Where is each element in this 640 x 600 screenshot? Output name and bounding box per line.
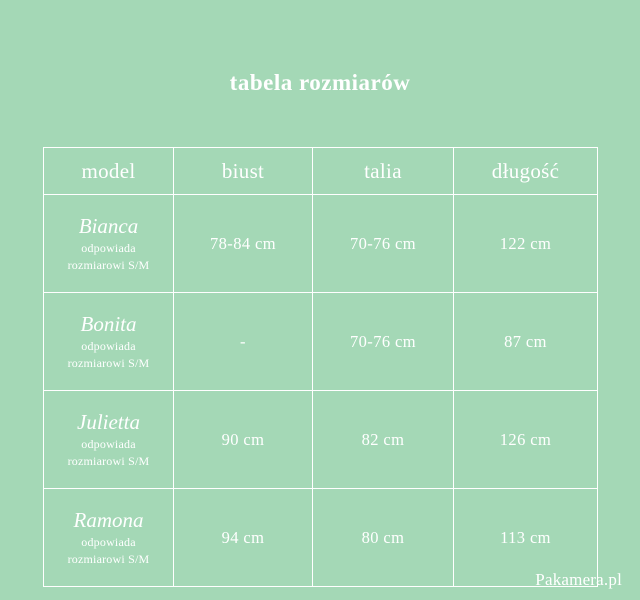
value-dlugosc: 113 cm <box>454 489 598 587</box>
value-dlugosc: 122 cm <box>454 195 598 293</box>
value-talia: 82 cm <box>313 391 454 489</box>
size-table-container <box>43 147 597 587</box>
table-row <box>44 293 598 391</box>
model-subtitle-line1: odpowiada <box>81 436 136 451</box>
value-biust: 90 cm <box>174 391 313 489</box>
model-subtitle-line2: rozmiarowi S/M <box>67 355 150 370</box>
model-subtitle-line1: odpowiada <box>81 338 136 353</box>
model-subtitle-line2: rozmiarowi S/M <box>67 453 150 468</box>
model-name: Bonita <box>80 312 137 337</box>
column-header-dlugosc: długość <box>454 148 598 195</box>
column-header-talia: talia <box>313 148 454 195</box>
size-table <box>43 147 598 587</box>
table-header <box>44 148 598 195</box>
value-talia: 70-76 cm <box>313 293 454 391</box>
table-header-row <box>44 148 598 195</box>
value-biust: 78-84 cm <box>174 195 313 293</box>
model-name: Bianca <box>78 214 139 239</box>
watermark-pakamera: Pakamera.pl <box>535 570 622 589</box>
column-header-model: model <box>44 148 174 195</box>
model-name: Julietta <box>77 410 140 435</box>
model-subtitle-line1: odpowiada <box>81 240 136 255</box>
table-row <box>44 489 598 587</box>
model-subtitle-line2: rozmiarowi S/M <box>67 257 150 272</box>
page-title: tabela rozmiarów <box>229 70 411 95</box>
model-cell <box>44 489 174 587</box>
value-dlugosc: 87 cm <box>454 293 598 391</box>
value-biust: 94 cm <box>174 489 313 587</box>
table-row <box>44 391 598 489</box>
model-cell <box>44 391 174 489</box>
column-header-biust: biust <box>174 148 313 195</box>
table-body <box>44 195 598 587</box>
value-talia: 70-76 cm <box>313 195 454 293</box>
value-biust: - <box>174 293 313 391</box>
model-cell <box>44 195 174 293</box>
model-name: Ramona <box>73 508 144 533</box>
model-subtitle-line1: odpowiada <box>81 534 136 549</box>
value-talia: 80 cm <box>313 489 454 587</box>
model-subtitle-line2: rozmiarowi S/M <box>67 551 150 566</box>
model-cell <box>44 293 174 391</box>
table-row <box>44 195 598 293</box>
value-dlugosc: 126 cm <box>454 391 598 489</box>
